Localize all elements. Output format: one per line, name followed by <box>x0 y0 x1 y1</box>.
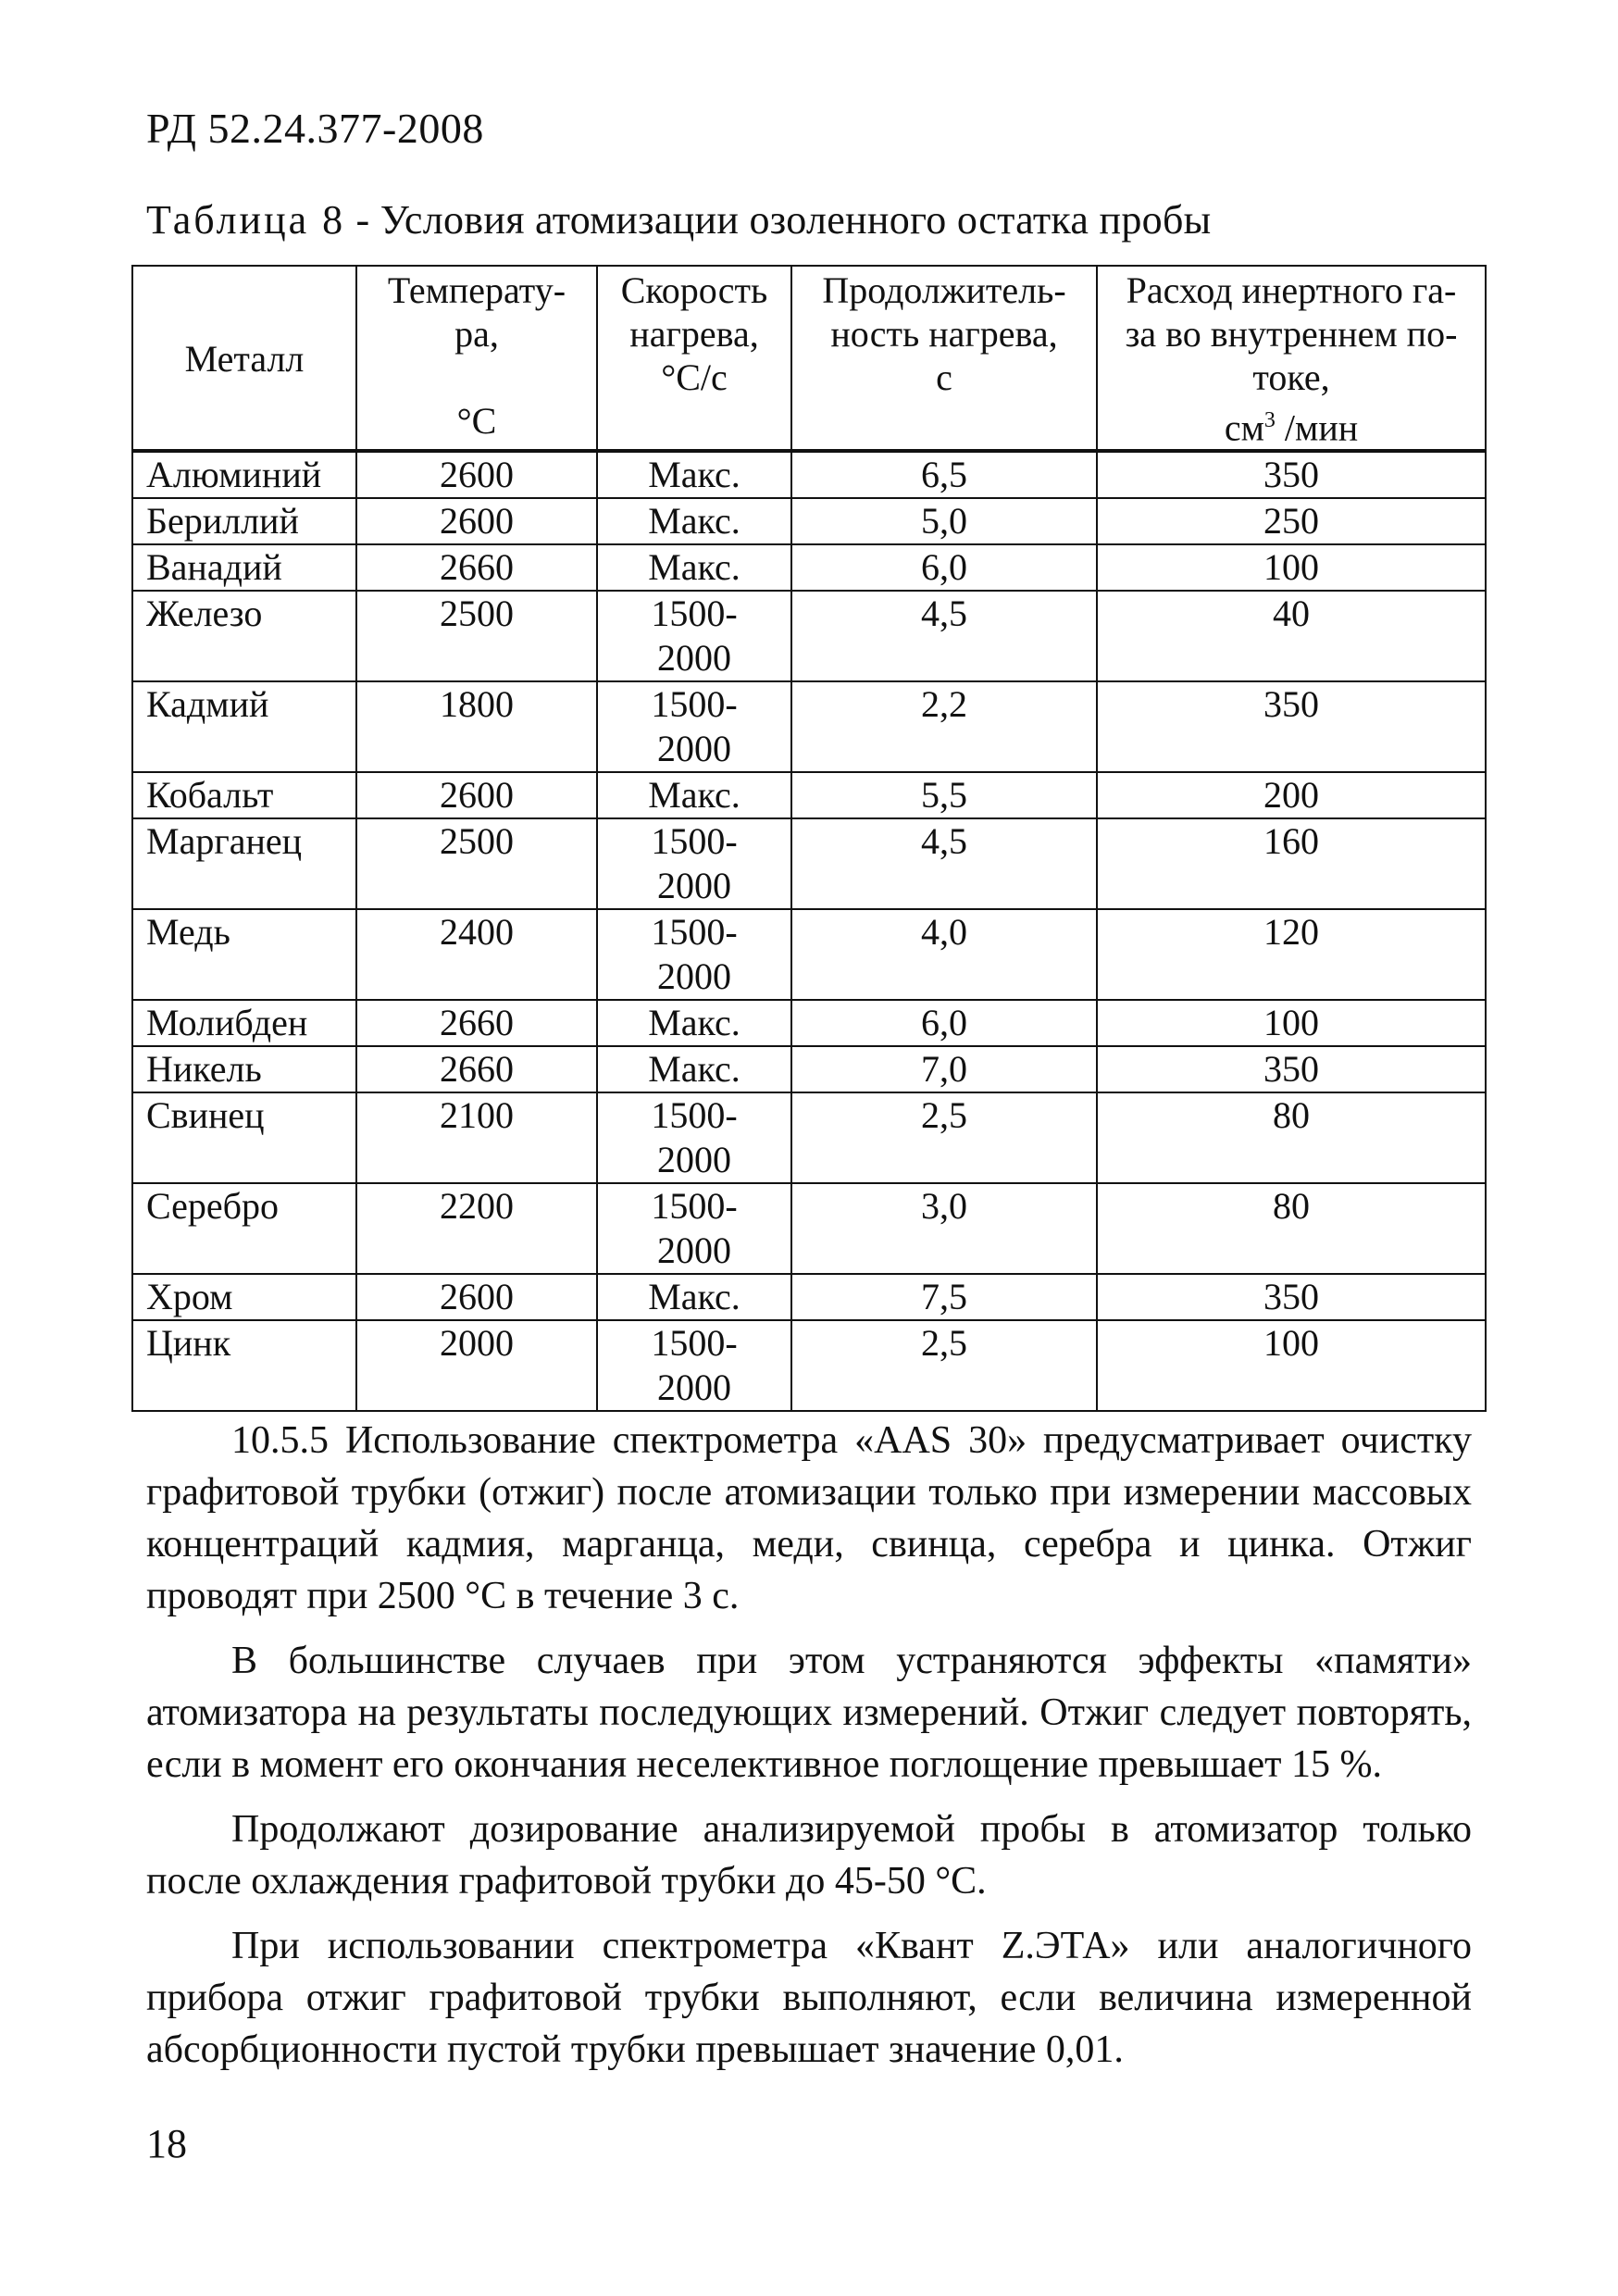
cell-gas-flow: 200 <box>1097 772 1486 818</box>
cell-heating-duration: 7,5 <box>791 1274 1097 1320</box>
header-gas-flow <box>1097 266 1486 451</box>
table-row <box>132 772 1486 818</box>
table-row <box>132 909 1486 1000</box>
cell-gas-flow: 100 <box>1097 544 1486 591</box>
cell-heating-rate: Макс. <box>597 451 791 498</box>
cell-temperature: 2600 <box>356 772 597 818</box>
table-row <box>132 1320 1486 1411</box>
body-text <box>146 1415 1472 2089</box>
paragraph: Продолжают дозирование анализируемой пробы в атомизатор только после охлаждения графитовой трубки до 45-50 °С. <box>146 1808 1472 1903</box>
cell-metal: Хром <box>132 1274 356 1320</box>
cell-temperature: 2600 <box>356 1274 597 1320</box>
cell-metal: Кадмий <box>132 681 356 772</box>
cell-gas-flow: 40 <box>1097 591 1486 681</box>
cell-temperature: 2500 <box>356 818 597 909</box>
table-body <box>132 451 1486 1411</box>
header-gas-flow-label: Расход инертного га- за во внутреннем по- токе, см <box>1125 269 1458 449</box>
cell-heating-duration: 5,5 <box>791 772 1097 818</box>
cell-gas-flow: 250 <box>1097 498 1486 544</box>
cell-metal: Бериллий <box>132 498 356 544</box>
cell-heating-duration: 6,0 <box>791 1000 1097 1046</box>
cell-heating-duration: 4,5 <box>791 591 1097 681</box>
table-row <box>132 591 1486 681</box>
table-caption <box>146 196 1212 243</box>
cell-metal: Алюминий <box>132 451 356 498</box>
cell-heating-rate: Макс. <box>597 1274 791 1320</box>
cell-gas-flow: 80 <box>1097 1183 1486 1274</box>
cell-temperature: 2100 <box>356 1092 597 1183</box>
cell-gas-flow: 160 <box>1097 818 1486 909</box>
paragraph: 10.5.5 Использование спектрометра «AAS 30» предусматривает очистку графитовой трубки (отжиг) после атомизации только при измерении массовых концентраций кадмия, марганца, меди, свинца, серебра и цинка. Отжиг проводят при 2500 °С в течение 3 с. <box>146 1419 1472 1617</box>
cell-heating-rate: 1500- 2000 <box>597 1092 791 1183</box>
cell-heating-rate: Макс. <box>597 544 791 591</box>
cell-heating-duration: 6,0 <box>791 544 1097 591</box>
header-temperature-label: Температу- ра, <box>387 269 566 355</box>
cell-metal: Серебро <box>132 1183 356 1274</box>
cell-heating-duration: 3,0 <box>791 1183 1097 1274</box>
cell-gas-flow: 350 <box>1097 451 1486 498</box>
cell-heating-duration: 2,5 <box>791 1320 1097 1411</box>
cell-metal: Марганец <box>132 818 356 909</box>
cell-metal: Железо <box>132 591 356 681</box>
table-row <box>132 1092 1486 1183</box>
paragraph: В большинстве случаев при этом устраняются эффекты «памяти» атомизатора на результаты последующих измерений. Отжиг следует повторять, если в момент его окончания неселективное поглощение превышает 15 %. <box>146 1640 1472 1786</box>
cell-heating-duration: 6,5 <box>791 451 1097 498</box>
cell-heating-duration: 2,2 <box>791 681 1097 772</box>
table-row <box>132 1046 1486 1092</box>
cell-temperature: 2200 <box>356 1183 597 1274</box>
table-caption-text: - Условия атомизации озоленного остатка пробы <box>345 197 1212 243</box>
cell-temperature: 2600 <box>356 451 597 498</box>
cell-heating-rate: Макс. <box>597 1046 791 1092</box>
cell-gas-flow: 80 <box>1097 1092 1486 1183</box>
cell-gas-flow: 120 <box>1097 909 1486 1000</box>
cell-heating-duration: 5,0 <box>791 498 1097 544</box>
cell-heating-rate: 1500- 2000 <box>597 1183 791 1274</box>
header-heating-duration: Продолжитель- ность нагрева, с <box>791 266 1097 451</box>
cell-heating-rate: 1500- 2000 <box>597 909 791 1000</box>
cell-gas-flow: 350 <box>1097 1274 1486 1320</box>
table-row <box>132 451 1486 498</box>
cell-heating-rate: 1500- 2000 <box>597 591 791 681</box>
cell-metal: Молибден <box>132 1000 356 1046</box>
table-row <box>132 1183 1486 1274</box>
header-temperature <box>356 266 597 451</box>
cell-heating-rate: Макс. <box>597 772 791 818</box>
cell-gas-flow: 350 <box>1097 681 1486 772</box>
cell-heating-rate: Макс. <box>597 498 791 544</box>
table-row <box>132 1000 1486 1046</box>
cell-heating-duration: 4,5 <box>791 818 1097 909</box>
cell-metal: Цинк <box>132 1320 356 1411</box>
cell-heating-rate: Макс. <box>597 1000 791 1046</box>
cell-temperature: 2660 <box>356 1046 597 1092</box>
header-temperature-unit: °С <box>456 400 497 442</box>
cell-temperature: 2660 <box>356 544 597 591</box>
header-gas-flow-superscript: 3 <box>1263 408 1276 432</box>
header-gas-flow-unit: /мин <box>1275 406 1359 449</box>
cell-gas-flow: 100 <box>1097 1000 1486 1046</box>
cell-temperature: 2660 <box>356 1000 597 1046</box>
cell-heating-duration: 7,0 <box>791 1046 1097 1092</box>
cell-temperature: 2000 <box>356 1320 597 1411</box>
paragraph: При использовании спектрометра «Квант Z.ЭТА» или аналогичного прибора отжиг графитовой трубки выполняют, если величина измеренной абсорбционности пустой трубки превышает значение 0,01. <box>146 1925 1472 2071</box>
page-number: 18 <box>146 2121 187 2166</box>
cell-metal: Никель <box>132 1046 356 1092</box>
cell-metal: Медь <box>132 909 356 1000</box>
cell-metal: Кобальт <box>132 772 356 818</box>
cell-temperature: 2600 <box>356 498 597 544</box>
cell-heating-rate: 1500- 2000 <box>597 1320 791 1411</box>
atomization-conditions-table <box>131 265 1487 1412</box>
cell-temperature: 2500 <box>356 591 597 681</box>
table-row <box>132 818 1486 909</box>
cell-heating-rate: 1500- 2000 <box>597 818 791 909</box>
cell-metal: Свинец <box>132 1092 356 1183</box>
cell-metal: Ванадий <box>132 544 356 591</box>
cell-temperature: 2400 <box>356 909 597 1000</box>
cell-heating-duration: 2,5 <box>791 1092 1097 1183</box>
header-metal: Металл <box>132 266 356 451</box>
table-row <box>132 498 1486 544</box>
table-row <box>132 681 1486 772</box>
cell-heating-rate: 1500- 2000 <box>597 681 791 772</box>
table-caption-label: Таблица 8 <box>146 197 346 243</box>
cell-gas-flow: 100 <box>1097 1320 1486 1411</box>
table-row <box>132 544 1486 591</box>
table-header-row <box>132 266 1486 451</box>
header-heating-rate: Скорость нагрева, °С/с <box>597 266 791 451</box>
cell-heating-duration: 4,0 <box>791 909 1097 1000</box>
table-row <box>132 1274 1486 1320</box>
cell-temperature: 1800 <box>356 681 597 772</box>
cell-gas-flow: 350 <box>1097 1046 1486 1092</box>
document-code: РД 52.24.377-2008 <box>146 105 484 152</box>
